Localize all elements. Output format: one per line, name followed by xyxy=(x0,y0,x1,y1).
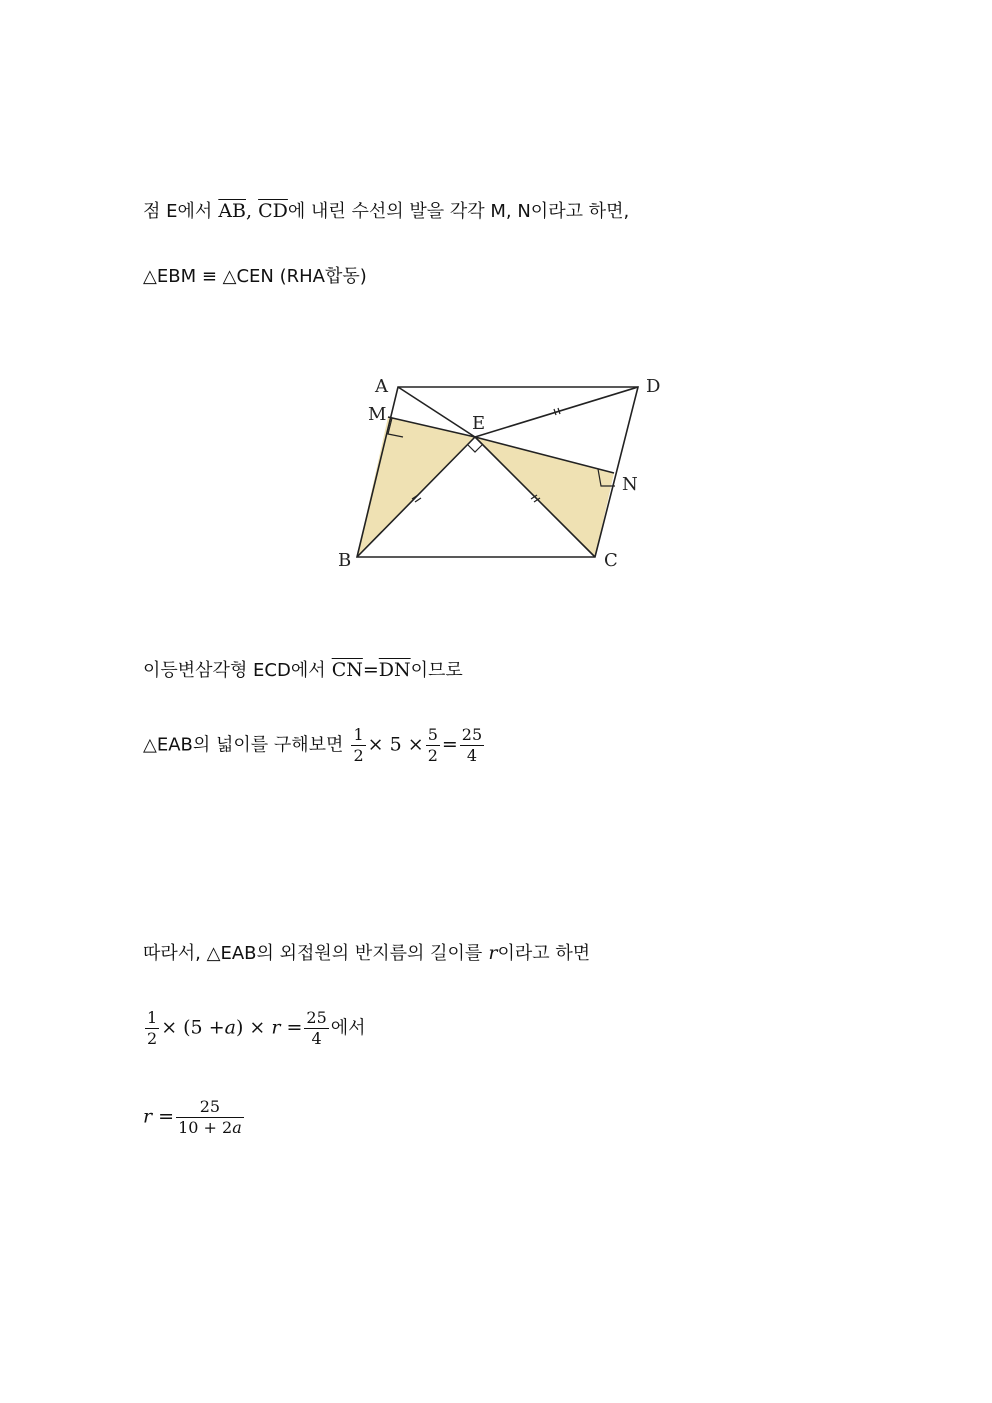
text-line-1: 점 E에서 $\overline{AB}$, $\overline{CD}$에 내린 수선의 발을 각각 M, N이라고 하면, xyxy=(143,200,630,222)
fraction: $\frac{25}{4}$ xyxy=(461,725,483,765)
label-e: E xyxy=(472,413,486,434)
fraction: $\frac{5}{2}$ xyxy=(427,725,438,765)
label-c: C xyxy=(604,550,618,571)
fraction: $\frac{25}{4}$ xyxy=(306,1008,327,1048)
text-line-6: $\frac{1}{2}$ × (5 +a) × r = $\frac{25}{4}$ 에서 xyxy=(147,1008,366,1048)
text-line-4: △EAB의 넓이를 구해보면 $\frac{1}{2}$ × 5 × $\frac{5}{2}$ = $\frac{25}{4}$ xyxy=(143,725,483,765)
tick-mark-be-2 xyxy=(415,498,421,502)
label-d: D xyxy=(646,376,661,397)
fraction: $\frac{1}{2}$ xyxy=(147,1008,158,1048)
fraction: $\frac{1}{2}$ xyxy=(353,725,364,765)
text-line-5: 따라서, △EAB의 외접원의 반지름의 길이를 r이라고 하면 xyxy=(143,942,591,964)
text-line-7: r = $\frac{25}{10 + 2a}$ xyxy=(143,1097,242,1137)
text-line-2: △EBM ≡ △CEN (RHA합동) xyxy=(143,266,367,287)
segment-ed xyxy=(475,387,638,437)
fraction: $\frac{25}{10 + 2a}$ xyxy=(178,1097,242,1137)
text-line-3: 이등변삼각형 ECD에서 $\overline{CN}=\overline{DN}$이므로 xyxy=(143,659,463,681)
geometry-figure xyxy=(330,360,670,590)
label-m: M xyxy=(368,404,387,425)
label-b: B xyxy=(338,550,352,571)
right-angle-mark-e xyxy=(468,445,482,452)
label-a: A xyxy=(375,376,388,397)
label-n: N xyxy=(622,474,638,495)
